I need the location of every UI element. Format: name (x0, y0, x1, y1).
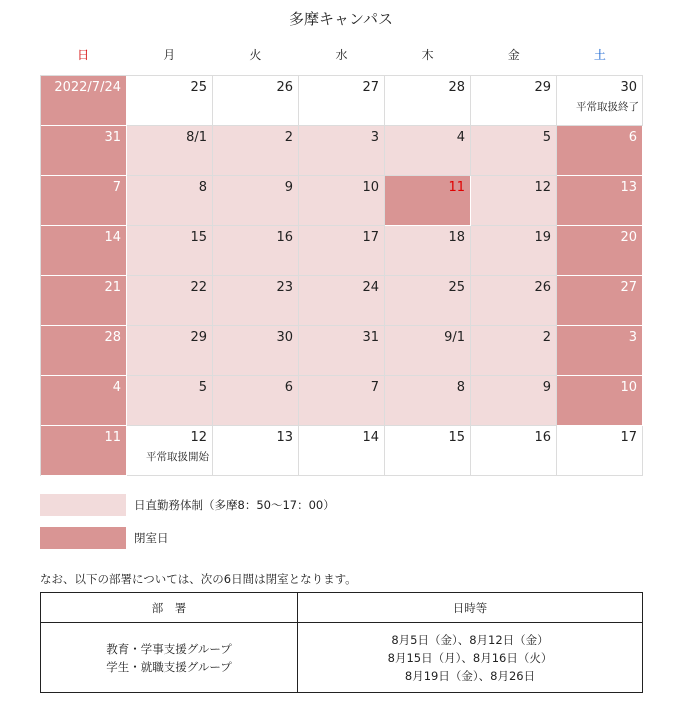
dates-cell (298, 623, 643, 693)
day-number: 28 (448, 80, 465, 95)
calendar-day (213, 376, 299, 426)
header-dates: 日時等 (298, 593, 643, 623)
calendar-day (213, 176, 299, 226)
day-number: 2 (542, 330, 551, 345)
weekday-header (40, 46, 643, 68)
day-number: 24 (362, 280, 379, 295)
day-number: 4 (456, 130, 465, 145)
day-number: 23 (276, 280, 293, 295)
calendar-day (213, 226, 299, 276)
calendar-day (127, 276, 213, 326)
calendar-day (471, 176, 557, 226)
calendar-day (41, 426, 127, 476)
calendar-day (213, 326, 299, 376)
calendar-day (471, 126, 557, 176)
legend-workday-label: 日直勤務体制（多摩8：50〜17：00） (134, 498, 335, 512)
day-number: 12 (190, 430, 207, 445)
calendar-day (471, 276, 557, 326)
day-number: 27 (362, 80, 379, 95)
day-number: 15 (448, 430, 465, 445)
day-number: 2022/7/24 (54, 80, 121, 95)
day-number: 26 (534, 280, 551, 295)
weekday-mon: 月 (163, 48, 176, 62)
day-number: 5 (542, 130, 551, 145)
calendar-day (385, 276, 471, 326)
calendar-day (299, 176, 385, 226)
day-number: 29 (534, 80, 551, 95)
calendar-day (385, 426, 471, 476)
department-line: 学生・就職支援グループ (106, 659, 232, 674)
day-number: 2 (284, 130, 293, 145)
day-number: 22 (190, 280, 207, 295)
day-number: 11 (448, 180, 465, 195)
day-number: 16 (276, 230, 293, 245)
day-note: 平常取扱開始 (146, 451, 209, 463)
day-number: 10 (362, 180, 379, 195)
day-number: 25 (190, 80, 207, 95)
calendar-day (385, 376, 471, 426)
day-number: 7 (370, 380, 379, 395)
calendar-day (127, 176, 213, 226)
day-number: 19 (534, 230, 551, 245)
calendar-day (41, 326, 127, 376)
calendar-day (557, 326, 643, 376)
calendar-day (557, 76, 643, 126)
calendar-day (471, 426, 557, 476)
day-number: 14 (362, 430, 379, 445)
day-number: 28 (104, 330, 121, 345)
calendar-day (299, 376, 385, 426)
day-number: 20 (620, 230, 637, 245)
day-number: 18 (448, 230, 465, 245)
calendar-day (471, 376, 557, 426)
weekday-sun: 日 (77, 48, 90, 62)
day-number: 17 (362, 230, 379, 245)
day-number: 29 (190, 330, 207, 345)
weekday-fri: 金 (507, 48, 520, 62)
dates-line: 8月15日（月）、8月16日（火） (387, 650, 553, 665)
dates-line: 8月19日（金）、8月26日 (404, 668, 536, 683)
calendar-day (557, 176, 643, 226)
calendar-day (385, 226, 471, 276)
header-department: 部 署 (41, 593, 298, 623)
calendar-day (299, 276, 385, 326)
day-number: 27 (620, 280, 637, 295)
calendar-day (299, 126, 385, 176)
calendar-day (385, 176, 471, 226)
day-number: 30 (620, 80, 637, 95)
calendar-day (41, 276, 127, 326)
day-number: 13 (620, 180, 637, 195)
calendar-day (299, 226, 385, 276)
day-number: 31 (104, 130, 121, 145)
page-title: 多摩キャンパス (289, 10, 393, 28)
day-number: 30 (276, 330, 293, 345)
day-number: 26 (276, 80, 293, 95)
calendar-day (41, 76, 127, 126)
calendar-day (385, 76, 471, 126)
calendar-day (213, 76, 299, 126)
calendar-day (213, 126, 299, 176)
calendar-day (213, 426, 299, 476)
calendar-grid (40, 75, 643, 476)
day-number: 6 (284, 380, 293, 395)
day-number: 13 (276, 430, 293, 445)
calendar-day (213, 276, 299, 326)
calendar-day (557, 426, 643, 476)
day-number: 3 (628, 330, 637, 345)
day-number: 15 (190, 230, 207, 245)
day-number: 8/1 (186, 130, 207, 145)
calendar-day (557, 376, 643, 426)
day-number: 25 (448, 280, 465, 295)
calendar-day (41, 376, 127, 426)
day-number: 3 (370, 130, 379, 145)
day-number: 9 (284, 180, 293, 195)
calendar-day (299, 326, 385, 376)
calendar-day (557, 276, 643, 326)
department-line: 教育・学事支援グループ (106, 641, 232, 656)
day-number: 21 (104, 280, 121, 295)
day-number: 4 (112, 380, 121, 395)
day-number: 16 (534, 430, 551, 445)
day-number: 10 (620, 380, 637, 395)
dates-line: 8月5日（金）、8月12日（金） (391, 632, 549, 647)
legend-closed-swatch (40, 527, 126, 549)
calendar-day (557, 226, 643, 276)
day-number: 8 (198, 180, 207, 195)
weekday-tue: 火 (249, 48, 262, 62)
day-number: 14 (104, 230, 121, 245)
calendar-day (127, 126, 213, 176)
calendar-day (471, 326, 557, 376)
legend-closed-label: 閉室日 (134, 531, 169, 545)
department-cell (41, 623, 298, 693)
notice-text: なお、以下の部署については、次の6日間は閉室となります。 (40, 572, 357, 586)
legend-workday-swatch (40, 494, 126, 516)
calendar-day (127, 426, 213, 476)
day-number: 31 (362, 330, 379, 345)
calendar-day (471, 76, 557, 126)
day-note: 平常取扱終了 (576, 101, 639, 113)
calendar-day (385, 126, 471, 176)
day-number: 8 (456, 380, 465, 395)
calendar-day (127, 76, 213, 126)
calendar-day (127, 226, 213, 276)
calendar-day (557, 126, 643, 176)
day-number: 5 (198, 380, 207, 395)
department-table (40, 592, 643, 693)
calendar-day (127, 376, 213, 426)
calendar-day (385, 326, 471, 376)
day-number: 9 (542, 380, 551, 395)
day-number: 11 (104, 430, 121, 445)
calendar-day (299, 426, 385, 476)
day-number: 12 (534, 180, 551, 195)
day-number: 17 (620, 430, 637, 445)
weekday-wed: 水 (335, 48, 348, 62)
calendar-day (41, 126, 127, 176)
day-number: 7 (112, 180, 121, 195)
calendar-day (41, 176, 127, 226)
calendar-day (471, 226, 557, 276)
calendar-day (299, 76, 385, 126)
weekday-thu: 木 (421, 48, 434, 62)
day-number: 6 (628, 130, 637, 145)
weekday-sat: 土 (593, 48, 606, 62)
calendar-day (127, 326, 213, 376)
day-number: 9/1 (444, 330, 465, 345)
calendar-day (41, 226, 127, 276)
